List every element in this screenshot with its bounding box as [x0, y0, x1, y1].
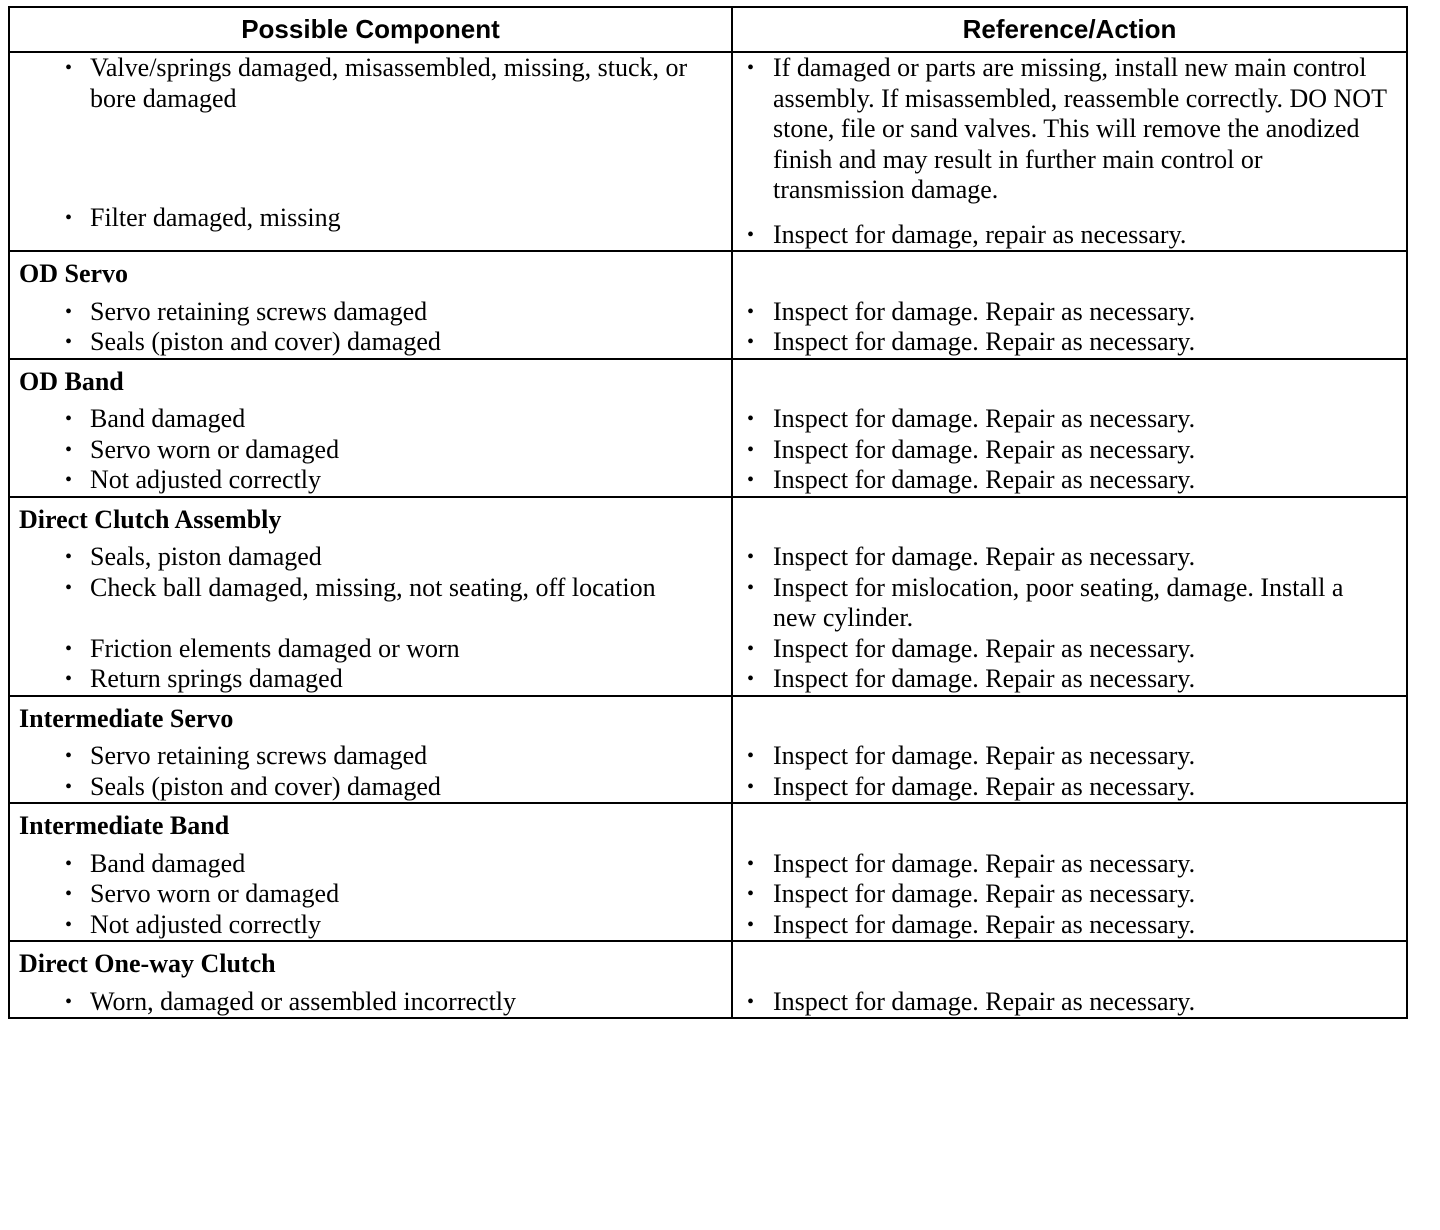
action-item: • Inspect for damage. Repair as necessary.: [747, 542, 1196, 571]
bullet-icon: •: [65, 883, 73, 905]
bullet-icon: •: [65, 207, 73, 229]
group-heading: Intermediate Servo: [9, 696, 732, 742]
bullet-icon: •: [747, 57, 755, 79]
group-continuation: [9, 52, 1407, 251]
component-item: • Valve/springs damaged, misassembled, missing, stuck, or bore damaged: [65, 53, 688, 113]
group-heading-row: [9, 359, 1407, 405]
action-item: • Inspect for mislocation, poor seating, damage. Install a new cylinder.: [747, 572, 1344, 632]
table-row: [9, 879, 1407, 910]
bullet-icon: •: [747, 637, 755, 660]
table-row: [9, 52, 1407, 251]
bullet-icon: •: [747, 300, 755, 323]
group-heading: Intermediate Band: [9, 803, 732, 849]
group-heading-row: [9, 803, 1407, 849]
group-heading: Direct One-way Clutch: [9, 941, 732, 987]
component-item: • Servo retaining screws damaged: [65, 296, 428, 326]
action-item: • Inspect for damage. Repair as necessary.: [747, 465, 1196, 494]
bullet-icon: •: [65, 438, 73, 461]
table-row: [9, 404, 1407, 435]
bullet-icon: •: [747, 469, 755, 491]
action-item: • Inspect for damage. Repair as necessary.: [747, 633, 1196, 663]
group-heading: Direct Clutch Assembly: [9, 497, 732, 543]
bullet-icon: •: [747, 913, 755, 936]
action-item: • Inspect for damage. Repair as necessary.: [747, 879, 1196, 908]
action-item: • Inspect for damage. Repair as necessary.: [747, 296, 1196, 326]
component-item: • Seals (piston and cover) damaged: [65, 771, 441, 801]
table-row: [9, 664, 1407, 696]
bullet-icon: •: [65, 57, 73, 79]
action-item: • Inspect for damage. Repair as necessary.: [747, 771, 1196, 801]
table-row: [9, 542, 1407, 573]
bullet-icon: •: [65, 408, 73, 430]
group-od-servo: [9, 251, 1407, 359]
action-item: • If damaged or parts are missing, install new main control assembly. If misassembled, reassemble correctly. DO NOT stone, file or sand valves. This will remove the anodized finish and may result in further main control or transmission damage.: [747, 53, 1387, 204]
component-item: • Seals (piston and cover) damaged: [65, 327, 441, 356]
table-row: [9, 741, 1407, 772]
group-direct-one-way-clutch: [9, 941, 1407, 1018]
group-heading-row: [9, 497, 1407, 543]
group-intermediate-band: [9, 803, 1407, 941]
column-header-action: Reference/Action: [732, 7, 1407, 52]
group-heading-row: [9, 941, 1407, 987]
action-item: • Inspect for damage. Repair as necessary.: [747, 434, 1196, 464]
action-item: • Inspect for damage. Repair as necessary.: [747, 909, 1196, 939]
table-row: [9, 327, 1407, 359]
action-item: • Inspect for damage. Repair as necessary.: [747, 327, 1196, 356]
group-heading: OD Band: [9, 359, 732, 405]
table-row: [9, 465, 1407, 497]
component-item: • Band damaged: [65, 404, 246, 433]
bullet-icon: •: [65, 469, 73, 491]
bullet-icon: •: [65, 300, 73, 323]
bullet-icon: •: [747, 576, 755, 599]
table-header-row: [9, 7, 1407, 52]
bullet-icon: •: [747, 745, 755, 767]
action-item: • Inspect for damage. Repair as necessary.: [747, 986, 1196, 1016]
group-od-band: [9, 359, 1407, 497]
bullet-icon: •: [65, 990, 73, 1013]
component-item: • Servo retaining screws damaged: [65, 741, 428, 770]
action-item: • Inspect for damage. Repair as necessary.: [747, 741, 1196, 770]
bullet-icon: •: [65, 913, 73, 936]
table-row: [9, 849, 1407, 880]
bullet-icon: •: [65, 775, 73, 798]
action-item: • Inspect for damage. Repair as necessary.: [747, 404, 1196, 433]
bullet-icon: •: [65, 637, 73, 660]
bullet-icon: •: [747, 408, 755, 430]
component-item: • Servo worn or damaged: [65, 434, 340, 464]
table-row: [9, 910, 1407, 942]
bullet-icon: •: [747, 852, 755, 875]
bullet-icon: •: [65, 745, 73, 767]
component-item: • Not adjusted correctly: [65, 465, 322, 494]
component-item: • Servo worn or damaged: [65, 879, 340, 908]
bullet-icon: •: [65, 576, 73, 599]
bullet-icon: •: [747, 990, 755, 1013]
bullet-icon: •: [747, 546, 755, 568]
component-item: • Return springs damaged: [65, 664, 343, 693]
table-row: [9, 573, 1407, 634]
column-header-component: Possible Component: [9, 7, 732, 52]
bullet-icon: •: [747, 438, 755, 461]
component-item: • Band damaged: [65, 848, 246, 878]
bullet-icon: •: [65, 331, 73, 353]
table-row: [9, 772, 1407, 804]
component-item: • Seals, piston damaged: [65, 542, 322, 571]
bullet-icon: •: [747, 668, 755, 690]
group-intermediate-servo: [9, 696, 1407, 804]
table-row: [9, 297, 1407, 328]
action-item: • Inspect for damage. Repair as necessary.: [747, 664, 1196, 693]
bullet-icon: •: [747, 223, 755, 246]
component-item: • Worn, damaged or assembled incorrectly: [65, 986, 517, 1016]
table-row: [9, 634, 1407, 665]
component-item: • Filter damaged, missing: [65, 203, 341, 232]
component-item: • Not adjusted correctly: [65, 909, 322, 939]
bullet-icon: •: [65, 546, 73, 568]
group-heading-row: [9, 251, 1407, 297]
group-direct-clutch-assembly: [9, 497, 1407, 696]
bullet-icon: •: [65, 852, 73, 875]
diagnosis-table: [8, 6, 1408, 1019]
component-item: • Friction elements damaged or worn: [65, 633, 460, 663]
bullet-icon: •: [747, 883, 755, 905]
group-heading-row: [9, 696, 1407, 742]
table-row: [9, 435, 1407, 466]
component-item: • Check ball damaged, missing, not seating, off location: [65, 572, 656, 602]
bullet-icon: •: [747, 775, 755, 798]
group-heading: OD Servo: [9, 251, 732, 297]
action-item: • Inspect for damage. Repair as necessary.: [747, 848, 1196, 878]
bullet-icon: •: [747, 331, 755, 353]
bullet-icon: •: [65, 668, 73, 690]
action-item: • Inspect for damage, repair as necessary.: [747, 219, 1187, 249]
table-row: [9, 987, 1407, 1019]
